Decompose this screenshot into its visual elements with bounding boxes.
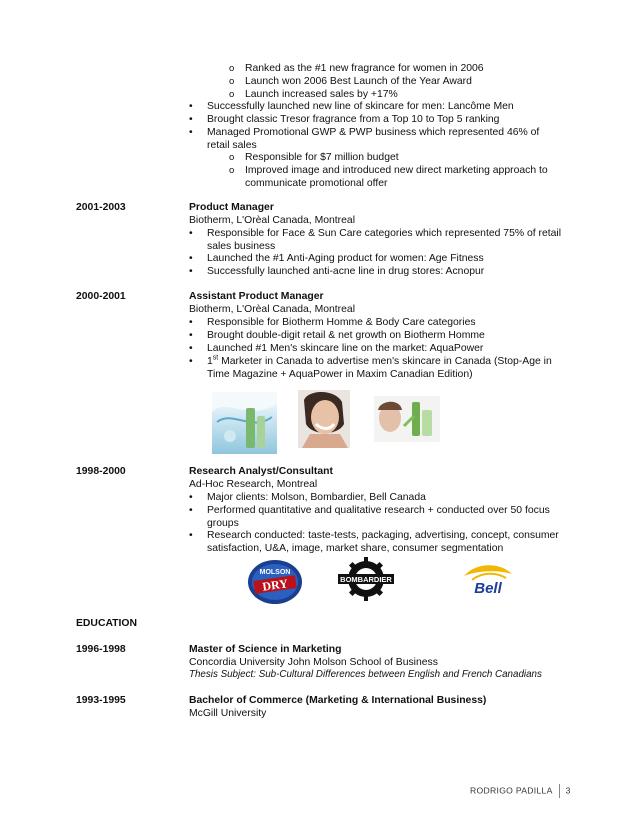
school-name: Concordia University John Molson School of Business: [189, 657, 438, 668]
education-heading: EDUCATION: [76, 618, 137, 629]
job-title: Product Manager: [189, 202, 274, 213]
bell-logo: [456, 560, 520, 596]
bombardier-logo-text: BOMBARDIER: [340, 575, 392, 584]
molson-logo-top-text: MOLSON: [259, 569, 291, 576]
job-title: Research Analyst/Consultant: [189, 466, 333, 477]
bombardier-logo: [338, 556, 394, 602]
degree-title: Master of Science in Marketing: [189, 644, 342, 655]
job-company: Biotherm, L'Orèal Canada, Montreal: [189, 304, 356, 315]
agefitness-ad-image: [374, 396, 440, 442]
molson-dry-logo: [246, 558, 304, 606]
school-name: McGill University: [189, 708, 267, 719]
page-number: 3: [565, 785, 571, 796]
job-dates: 2000-2001: [76, 291, 126, 302]
molson-logo-main-text: DRY: [261, 576, 289, 594]
education-dates: 1993-1995: [76, 695, 126, 706]
model-face-image: [298, 390, 350, 448]
thesis-subject: Thesis Subject: Sub-Cultural Differences between English and French Canadians: [189, 669, 542, 680]
aquapower-ad-image: [212, 392, 277, 454]
job-dates: 1998-2000: [76, 466, 126, 477]
job-company: Biotherm, L'Orèal Canada, Montreal: [189, 215, 356, 226]
job-company: Ad-Hoc Research, Montreal: [189, 479, 318, 490]
page-footer: [470, 784, 571, 798]
education-dates: 1996-1998: [76, 644, 126, 655]
degree-title: Bachelor of Commerce (Marketing & International Business): [189, 695, 487, 706]
bell-logo-text: Bell: [474, 580, 502, 596]
job-title: Assistant Product Manager: [189, 291, 324, 302]
job-dates: 2001-2003: [76, 202, 126, 213]
footer-name: RODRIGO PADILLA: [470, 785, 553, 796]
footer-divider: [559, 784, 560, 798]
